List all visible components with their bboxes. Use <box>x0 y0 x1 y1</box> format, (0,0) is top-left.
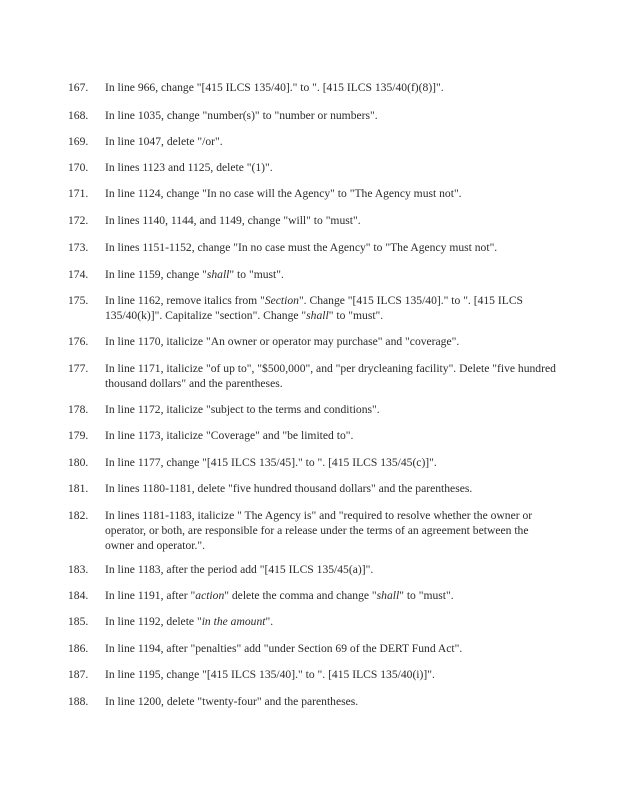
item-text <box>105 213 558 228</box>
text-run: In line 1194, after "penalties" add "under Section 69 of the DERT Fund Act". <box>105 642 463 655</box>
italic-text: Section <box>264 294 299 307</box>
item-text <box>105 108 558 123</box>
text-run: In line 1162, remove italics from " <box>105 294 265 307</box>
italic-text: shall <box>306 309 329 322</box>
item-text <box>105 588 558 603</box>
item-number: 183. <box>68 563 89 576</box>
item-text <box>105 361 558 391</box>
item-text <box>105 240 558 255</box>
italic-text: in the amount <box>201 615 266 628</box>
item-number: 175. <box>68 294 89 307</box>
text-run: In line 1177, change "[415 ILCS 135/45]." to ". [415 ILCS 135/45(c)]". <box>105 456 437 469</box>
item-text <box>105 667 558 682</box>
italic-text: shall <box>206 268 230 281</box>
item-number: 170. <box>68 161 89 174</box>
item-number: 178. <box>68 403 89 416</box>
text-run: In lines 1140, 1144, and 1149, change "will" to "must". <box>105 214 361 227</box>
item-number: 185. <box>68 615 89 628</box>
text-run: In line 1191, after " <box>105 589 196 602</box>
item-number: 181. <box>68 482 89 495</box>
italic-text: shall <box>376 589 400 602</box>
item-text <box>105 481 558 496</box>
item-text <box>105 80 558 95</box>
item-text <box>105 334 558 349</box>
text-run: In line 1171, italicize "of up to", "$500,000", and "per drycleaning facility". Delete "five hundred thousand dollars" and the parentheses. <box>105 362 556 390</box>
item-number: 186. <box>68 642 89 655</box>
item-number: 179. <box>68 429 89 442</box>
item-number: 172. <box>68 214 89 227</box>
text-run: ". Change "[415 ILCS 135/40]." to ". [415 ILCS 135/40(k)]". Capitalize "section". Change " <box>105 294 524 322</box>
text-run: In line 1035, change "number(s)" to "number or numbers". <box>105 109 378 122</box>
item-number: 173. <box>68 241 89 254</box>
item-number: 184. <box>68 589 89 602</box>
item-number: 182. <box>68 509 89 522</box>
text-run: " to "must". <box>229 268 284 281</box>
item-number: 171. <box>68 187 89 200</box>
item-number: 167. <box>68 81 89 94</box>
text-run: In line 1183, after the period add "[415 ILCS 135/45(a)]". <box>105 563 374 576</box>
text-run: In lines 1123 and 1125, delete "(1)". <box>105 161 273 174</box>
text-run: In line 1192, delete " <box>105 615 202 628</box>
text-run: In line 1173, italicize "Coverage" and "be limited to". <box>105 429 354 442</box>
item-text <box>105 614 558 629</box>
item-text <box>105 160 558 175</box>
item-number: 174. <box>68 268 89 281</box>
item-text <box>105 134 558 149</box>
item-text <box>105 455 558 470</box>
item-text <box>105 508 558 553</box>
text-run: In line 1170, italicize "An owner or operator may purchase" and "coverage". <box>105 335 460 348</box>
item-text <box>105 428 558 443</box>
item-number: 176. <box>68 335 89 348</box>
item-text <box>105 402 558 417</box>
item-text <box>105 562 558 577</box>
text-run: In line 1047, delete "/or". <box>105 135 223 148</box>
item-number: 187. <box>68 668 89 681</box>
item-text <box>105 186 558 201</box>
text-run: In line 966, change "[415 ILCS 135/40]." to ". [415 ILCS 135/40(f)(8)]". <box>105 81 444 94</box>
text-run: " to "must". <box>399 589 454 602</box>
item-number: 169. <box>68 135 89 148</box>
text-run: In line 1172, italicize "subject to the terms and conditions". <box>105 403 380 416</box>
text-run: In line 1159, change " <box>105 268 207 281</box>
item-number: 168. <box>68 109 89 122</box>
text-run: " to "must". <box>328 309 384 322</box>
text-run: In line 1124, change "In no case will the Agency" to "The Agency must not". <box>105 187 462 200</box>
italic-text: action <box>195 589 225 602</box>
item-number: 188. <box>68 695 89 708</box>
item-text <box>105 267 558 282</box>
text-run: ". <box>265 615 274 628</box>
text-run: In lines 1151-1152, change "In no case must the Agency" to "The Agency must not". <box>105 241 498 254</box>
item-text <box>105 694 558 709</box>
text-run: In line 1195, change "[415 ILCS 135/40]." to ". [415 ILCS 135/40(i)]". <box>105 668 435 681</box>
item-text <box>105 641 558 656</box>
text-run: In line 1200, delete "twenty-four" and the parentheses. <box>105 695 359 708</box>
item-number: 180. <box>68 456 89 469</box>
item-number: 177. <box>68 362 89 375</box>
item-text <box>105 293 558 323</box>
text-run: In lines 1181-1183, italicize " The Agency is" and "required to resolve whether the owner or operator, or both, are responsible for a release under the terms of an agreement between the owner and operator.". <box>105 509 533 552</box>
text-run: In lines 1180-1181, delete "five hundred thousand dollars" and the parentheses. <box>105 482 473 495</box>
text-run: " delete the comma and change " <box>224 589 377 602</box>
